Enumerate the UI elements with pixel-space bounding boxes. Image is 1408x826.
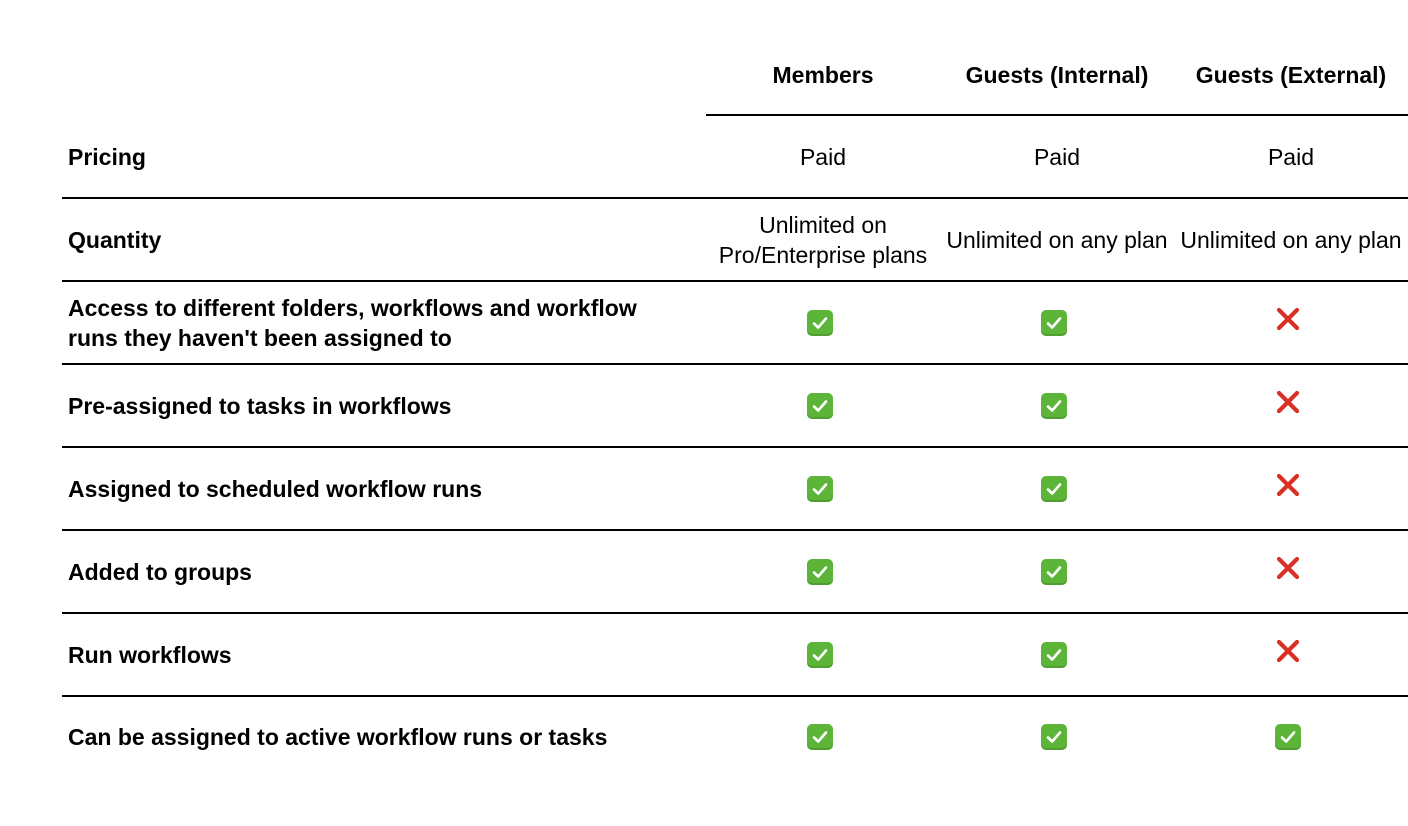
row-label: Can be assigned to active workflow runs or tasks	[68, 724, 608, 750]
table-row	[62, 448, 1408, 531]
row-label: Assigned to scheduled workflow runs	[68, 475, 483, 502]
check-mark-button-icon	[807, 724, 833, 750]
cell-mark	[1174, 448, 1408, 529]
cell-mark	[1174, 365, 1408, 446]
cross-mark-icon	[1274, 305, 1302, 340]
check-mark-button-icon	[807, 642, 833, 668]
table-row	[62, 282, 1408, 365]
cell-mark	[1174, 697, 1408, 777]
column-header-members: Members	[772, 61, 874, 88]
cell-mark	[1174, 614, 1408, 695]
cross-mark-icon	[1274, 554, 1302, 589]
cell-value: Paid	[799, 143, 847, 170]
cell-mark	[1174, 282, 1408, 363]
table-row	[62, 531, 1408, 614]
cell-mark	[706, 697, 940, 777]
header-spacer	[62, 40, 706, 116]
cell-value: Unlimited on any plan	[946, 226, 1168, 253]
row-label: Access to different folders, workflows and workflow runs they haven't been assigned to	[68, 294, 637, 351]
cell-value: Unlimited on any plan	[1180, 226, 1402, 253]
row-label: Pre-assigned to tasks in workflows	[68, 392, 452, 419]
cell-mark	[940, 282, 1174, 363]
cell-value: Paid	[1033, 143, 1081, 170]
header-divider	[706, 114, 1408, 116]
check-mark-button-icon	[807, 559, 833, 585]
check-mark-button-icon	[807, 476, 833, 502]
cell-mark	[940, 614, 1174, 695]
cell-mark	[940, 448, 1174, 529]
cell-mark	[706, 614, 940, 695]
check-mark-button-icon	[807, 393, 833, 419]
cell-value: Paid	[1267, 143, 1315, 170]
cell-mark	[940, 697, 1174, 777]
table-header	[62, 40, 1408, 116]
comparison-table	[62, 40, 1408, 777]
check-mark-button-icon	[1041, 724, 1067, 750]
table-row	[62, 116, 1408, 199]
column-header-guests-external: Guests (External)	[1195, 61, 1387, 88]
check-mark-button-icon	[1041, 393, 1067, 419]
row-label: Quantity	[68, 226, 162, 253]
table-row	[62, 697, 1408, 777]
cell-value: Unlimited on Pro/Enterprise plans	[718, 211, 928, 268]
check-mark-button-icon	[1275, 724, 1301, 750]
cell-mark	[706, 282, 940, 363]
cross-mark-icon	[1274, 637, 1302, 672]
row-label: Added to groups	[68, 558, 252, 585]
table-row	[62, 199, 1408, 282]
check-mark-button-icon	[1041, 310, 1067, 336]
check-mark-button-icon	[1041, 559, 1067, 585]
table-body	[62, 116, 1408, 777]
row-label: Pricing	[68, 143, 146, 170]
check-mark-button-icon	[807, 310, 833, 336]
cell-mark	[1174, 531, 1408, 612]
check-mark-button-icon	[1041, 476, 1067, 502]
check-mark-button-icon	[1041, 642, 1067, 668]
cell-mark	[706, 531, 940, 612]
cross-mark-icon	[1274, 388, 1302, 423]
cell-mark	[940, 531, 1174, 612]
cell-mark	[706, 448, 940, 529]
table-row	[62, 614, 1408, 697]
cross-mark-icon	[1274, 471, 1302, 506]
column-header-guests-internal: Guests (Internal)	[965, 61, 1149, 88]
cell-mark	[940, 365, 1174, 446]
cell-mark	[706, 365, 940, 446]
table-row	[62, 365, 1408, 448]
row-label: Run workflows	[68, 641, 232, 668]
